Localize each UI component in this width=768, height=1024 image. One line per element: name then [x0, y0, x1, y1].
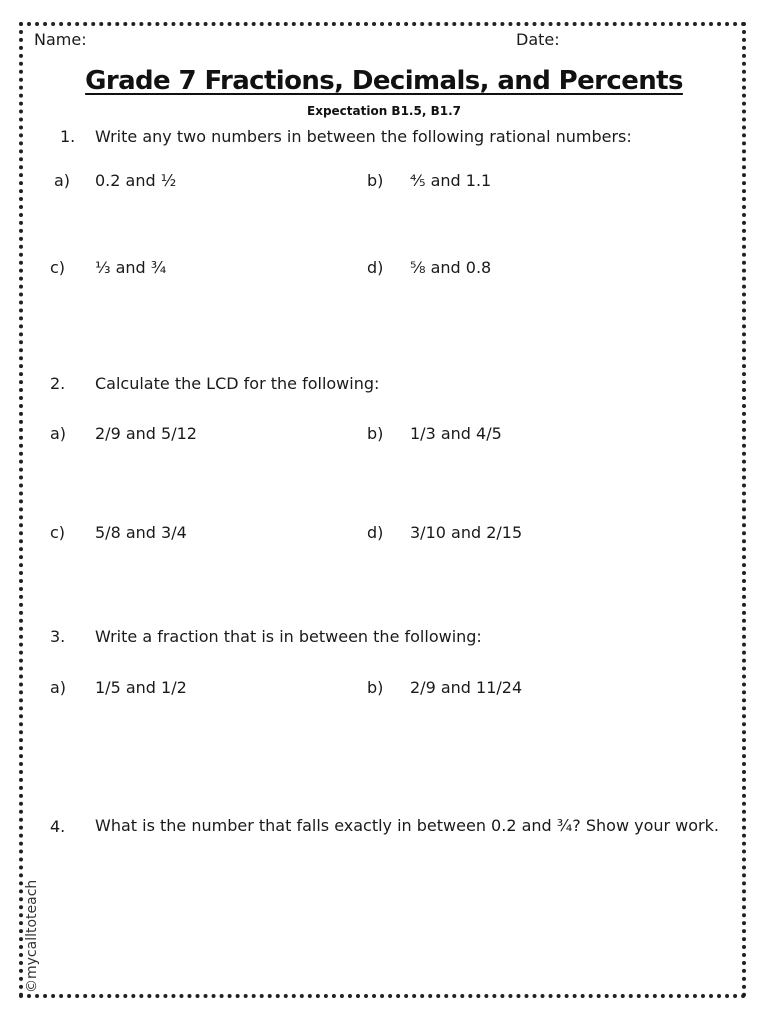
question-3b-label: b)	[367, 678, 384, 697]
question-1c-text: ⅓ and ¾	[95, 258, 167, 277]
question-1d-text: ⅝ and 0.8	[410, 258, 492, 277]
question-2b-text: 1/3 and 4/5	[410, 424, 502, 443]
copyright-watermark: ©mycalltoteach	[24, 879, 40, 993]
question-1b-label: b)	[367, 171, 384, 190]
page-title: Grade 7 Fractions, Decimals, and Percents	[85, 66, 683, 96]
worksheet-border	[19, 22, 746, 998]
question-2-number: 2.	[50, 374, 66, 393]
question-2d-label: d)	[367, 523, 384, 542]
question-1a-label: a)	[54, 171, 71, 190]
page-subtitle: Expectation B1.5, B1.7	[307, 104, 461, 118]
question-4-number: 4.	[50, 817, 66, 836]
question-2a-label: a)	[50, 424, 67, 443]
question-2d-text: 3/10 and 2/15	[410, 523, 523, 542]
question-1-number: 1.	[60, 127, 76, 146]
question-1d-label: d)	[367, 258, 384, 277]
question-2a-text: 2/9 and 5/12	[95, 424, 197, 443]
question-2-prompt: Calculate the LCD for the following:	[95, 374, 380, 393]
question-3a-label: a)	[50, 678, 67, 697]
question-1a-text: 0.2 and ½	[95, 171, 177, 190]
question-1b-text: ⅘ and 1.1	[410, 171, 492, 190]
question-1-prompt: Write any two numbers in between the following rational numbers:	[95, 127, 632, 146]
question-3a-text: 1/5 and 1/2	[95, 678, 187, 697]
question-3-prompt: Write a fraction that is in between the following:	[95, 627, 482, 646]
question-1c-label: c)	[50, 258, 66, 277]
question-2c-label: c)	[50, 523, 66, 542]
date-label: Date:	[516, 30, 560, 49]
question-2c-text: 5/8 and 3/4	[95, 523, 187, 542]
question-2b-label: b)	[367, 424, 384, 443]
question-3b-text: 2/9 and 11/24	[410, 678, 523, 697]
question-4-prompt: What is the number that falls exactly in between 0.2 and ¾? Show your work.	[95, 816, 719, 835]
question-3-number: 3.	[50, 627, 66, 646]
name-label: Name:	[34, 30, 87, 49]
